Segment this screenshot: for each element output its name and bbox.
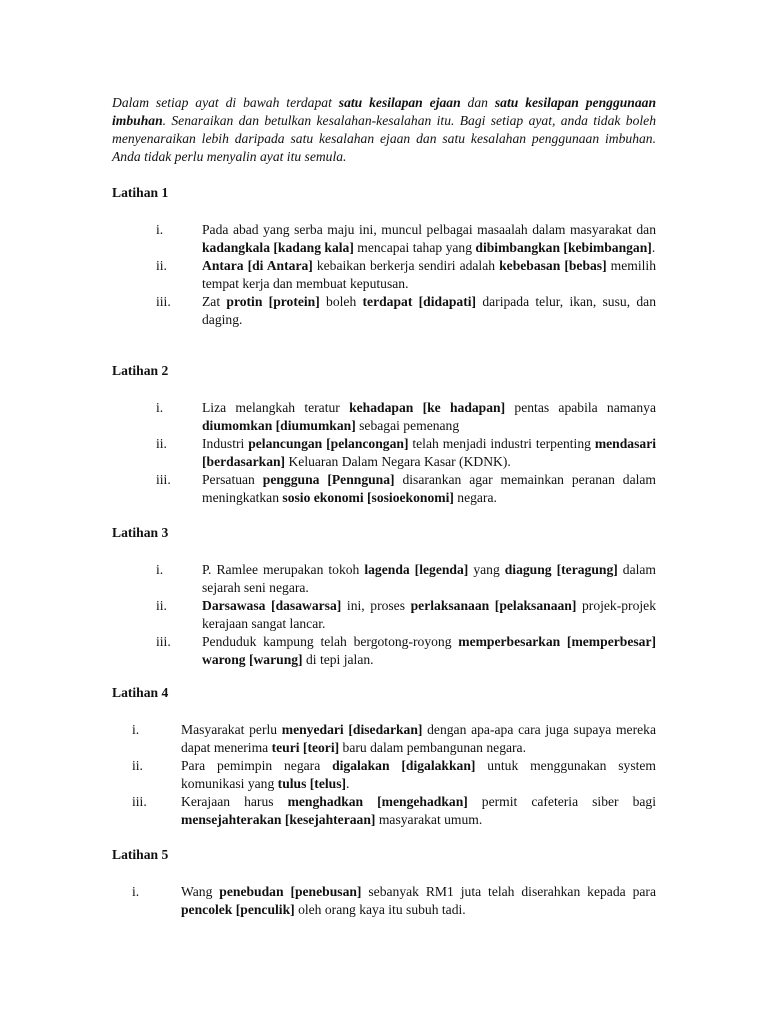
exercise-section xyxy=(112,846,656,919)
correction-text: Antara [di Antara] xyxy=(202,258,313,273)
item-text xyxy=(202,435,656,471)
item-list xyxy=(112,399,656,507)
item-text xyxy=(202,633,656,669)
item-number: ii. xyxy=(156,258,167,273)
list-item xyxy=(112,257,656,293)
correction-text: mendasari [berdasarkan] xyxy=(202,436,656,469)
sentence-text: Industri xyxy=(202,436,249,451)
correction-text: memperbesarkan [memperbesar] xyxy=(458,634,657,649)
intro-bold-2: satu kesilapan penggunaan imbuhan xyxy=(112,95,657,128)
item-number: i. xyxy=(132,722,140,737)
item-text xyxy=(181,757,656,793)
exercise-section xyxy=(112,684,656,829)
item-text xyxy=(181,721,656,757)
correction-text: perlaksanaan [pelaksanaan] xyxy=(410,598,577,613)
correction-text: pelancungan [pelancongan] xyxy=(248,436,409,451)
correction-text: teuri [teori] xyxy=(271,740,340,755)
correction-text: mensejahterakan [kesejahteraan] xyxy=(181,812,376,827)
sentence-text: negara. xyxy=(453,490,497,505)
correction-text: kehadapan [ke hadapan] xyxy=(349,400,506,415)
list-item xyxy=(112,293,656,329)
sentence-text: yang xyxy=(468,562,505,577)
sentence-text: untuk menggunakan system komunikasi yang xyxy=(181,758,656,791)
item-number: ii. xyxy=(156,598,167,613)
sentence-text: Keluaran Dalam Negara Kasar (KDNK). xyxy=(285,454,511,469)
sentence-text: daripada telur, ikan, susu, dan daging. xyxy=(202,294,656,327)
sentence-text: Zat xyxy=(202,294,227,309)
sentence-text: Penduduk kampung telah bergotong-royong xyxy=(202,634,459,649)
list-item xyxy=(112,633,656,669)
sentence-text: . xyxy=(651,240,656,255)
item-text xyxy=(202,293,656,329)
item-number: i. xyxy=(156,562,164,577)
sentence-text: dengan apa-apa cara juga supaya mereka dapat menerima xyxy=(181,722,656,755)
item-list xyxy=(112,221,656,329)
item-text xyxy=(202,597,656,633)
correction-text: pencolek [penculik] xyxy=(181,902,295,917)
correction-text: kadangkala [kadang kala] xyxy=(202,240,354,255)
item-text xyxy=(181,883,656,919)
correction-text: digalakan [digalakkan] xyxy=(332,758,476,773)
correction-text: menyedari [disedarkan] xyxy=(281,722,423,737)
list-item xyxy=(112,793,656,829)
sentence-text: oleh orang kaya itu subuh tadi. xyxy=(294,902,466,917)
correction-text: pengguna [Pennguna] xyxy=(262,472,395,487)
section-heading: Latihan 4 xyxy=(112,685,169,700)
sentence-text: pentas apabila namanya xyxy=(505,400,656,415)
item-list xyxy=(112,721,656,829)
item-text xyxy=(202,221,656,257)
sentence-text: baru dalam pembangunan negara. xyxy=(339,740,526,755)
intro-text-2: dan xyxy=(460,95,495,110)
intro-text-3: . Senaraikan dan betulkan kesalahan-kesalahan itu. Bagi setiap ayat, anda tidak boleh menyenaraikan lebih daripada satu kesalahan ejaan dan satu kesalahan penggunaan imbuhan. Anda tidak perlu menyalin ayat itu semula. xyxy=(112,113,656,164)
correction-text: dibimbangkan [kebimbangan] xyxy=(475,240,652,255)
sentence-text: Pada abad yang serba maju ini, muncul pelbagai masaalah dalam masyarakat dan xyxy=(202,222,656,237)
list-item xyxy=(112,597,656,633)
correction-text: kebebasan [bebas] xyxy=(499,258,607,273)
sentence-text: Liza melangkah teratur xyxy=(202,400,350,415)
intro-text-1: Dalam setiap ayat di bawah terdapat xyxy=(112,95,339,110)
intro-bold-1: satu kesilapan ejaan xyxy=(338,95,461,110)
item-text xyxy=(181,793,656,829)
correction-text: sosio ekonomi [sosioekonomi] xyxy=(282,490,454,505)
item-text xyxy=(202,257,656,293)
sentence-text: Persatuan xyxy=(202,472,263,487)
sentence-text: sebagai pemenang xyxy=(355,418,460,433)
item-number: ii. xyxy=(132,758,143,773)
item-text xyxy=(202,471,656,507)
document-page xyxy=(112,94,656,166)
sentence-text: dalam sejarah seni negara. xyxy=(202,562,656,595)
correction-text: warong [warung] xyxy=(202,652,303,667)
list-item xyxy=(112,399,656,435)
list-item xyxy=(112,471,656,507)
sentence-text: kebaikan berkerja sendiri adalah xyxy=(312,258,500,273)
sentence-text: Masyarakat perlu xyxy=(181,722,282,737)
item-number: i. xyxy=(156,222,164,237)
correction-text: diumomkan [diumumkan] xyxy=(202,418,356,433)
item-text xyxy=(202,399,656,435)
list-item xyxy=(112,435,656,471)
sentence-text: ini, proses xyxy=(341,598,411,613)
item-number: iii. xyxy=(156,472,171,487)
sentence-text: di tepi jalan. xyxy=(302,652,374,667)
sentence-text: mencapai tahap yang xyxy=(353,240,476,255)
sentence-text: memilih tempat kerja dan membuat keputusan. xyxy=(202,258,656,291)
sentence-text: Wang xyxy=(181,884,220,899)
correction-text: protin [protein] xyxy=(226,294,320,309)
sentence-text: permit cafeteria siber bagi xyxy=(467,794,656,809)
section-heading: Latihan 1 xyxy=(112,185,169,200)
item-number: iii. xyxy=(156,294,171,309)
sentence-text: disarankan agar memainkan peranan dalam meningkatkan xyxy=(202,472,656,505)
correction-text: penebudan [penebusan] xyxy=(219,884,362,899)
correction-text: lagenda [legenda] xyxy=(364,562,469,577)
correction-text: Darsawasa [dasawarsa] xyxy=(202,598,342,613)
section-heading: Latihan 2 xyxy=(112,363,169,378)
sentence-text: Kerajaan harus xyxy=(181,794,288,809)
list-item xyxy=(112,561,656,597)
sentence-text: P. Ramlee merupakan tokoh xyxy=(202,562,365,577)
section-heading: Latihan 3 xyxy=(112,525,169,540)
exercise-section xyxy=(112,362,656,507)
item-number: iii. xyxy=(132,794,147,809)
list-item xyxy=(112,221,656,257)
sentence-text: Para pemimpin negara xyxy=(181,758,333,773)
exercise-section xyxy=(112,524,656,669)
correction-text: terdapat [didapati] xyxy=(362,294,477,309)
item-number: i. xyxy=(132,884,140,899)
instructions-paragraph xyxy=(112,94,656,166)
item-number: ii. xyxy=(156,436,167,451)
list-item xyxy=(112,883,656,919)
sentence-text: . xyxy=(346,776,350,791)
list-item xyxy=(112,757,656,793)
sentence-text: masyarakat umum. xyxy=(375,812,483,827)
sentence-text: boleh xyxy=(319,294,363,309)
item-text xyxy=(202,561,656,597)
correction-text: diagung [teragung] xyxy=(504,562,618,577)
item-number: iii. xyxy=(156,634,171,649)
item-list xyxy=(112,883,656,919)
sentence-text: projek-projek kerajaan sangat lancar. xyxy=(202,598,656,631)
list-item xyxy=(112,721,656,757)
correction-text: menghadkan [mengehadkan] xyxy=(287,794,468,809)
item-list xyxy=(112,561,656,669)
item-number: i. xyxy=(156,400,164,415)
correction-text: tulus [telus] xyxy=(277,776,347,791)
exercise-section xyxy=(112,184,656,329)
sentence-text: telah menjadi industri terpenting xyxy=(408,436,595,451)
section-heading: Latihan 5 xyxy=(112,847,169,862)
sentence-text: sebanyak RM1 juta telah diserahkan kepada para xyxy=(361,884,656,899)
